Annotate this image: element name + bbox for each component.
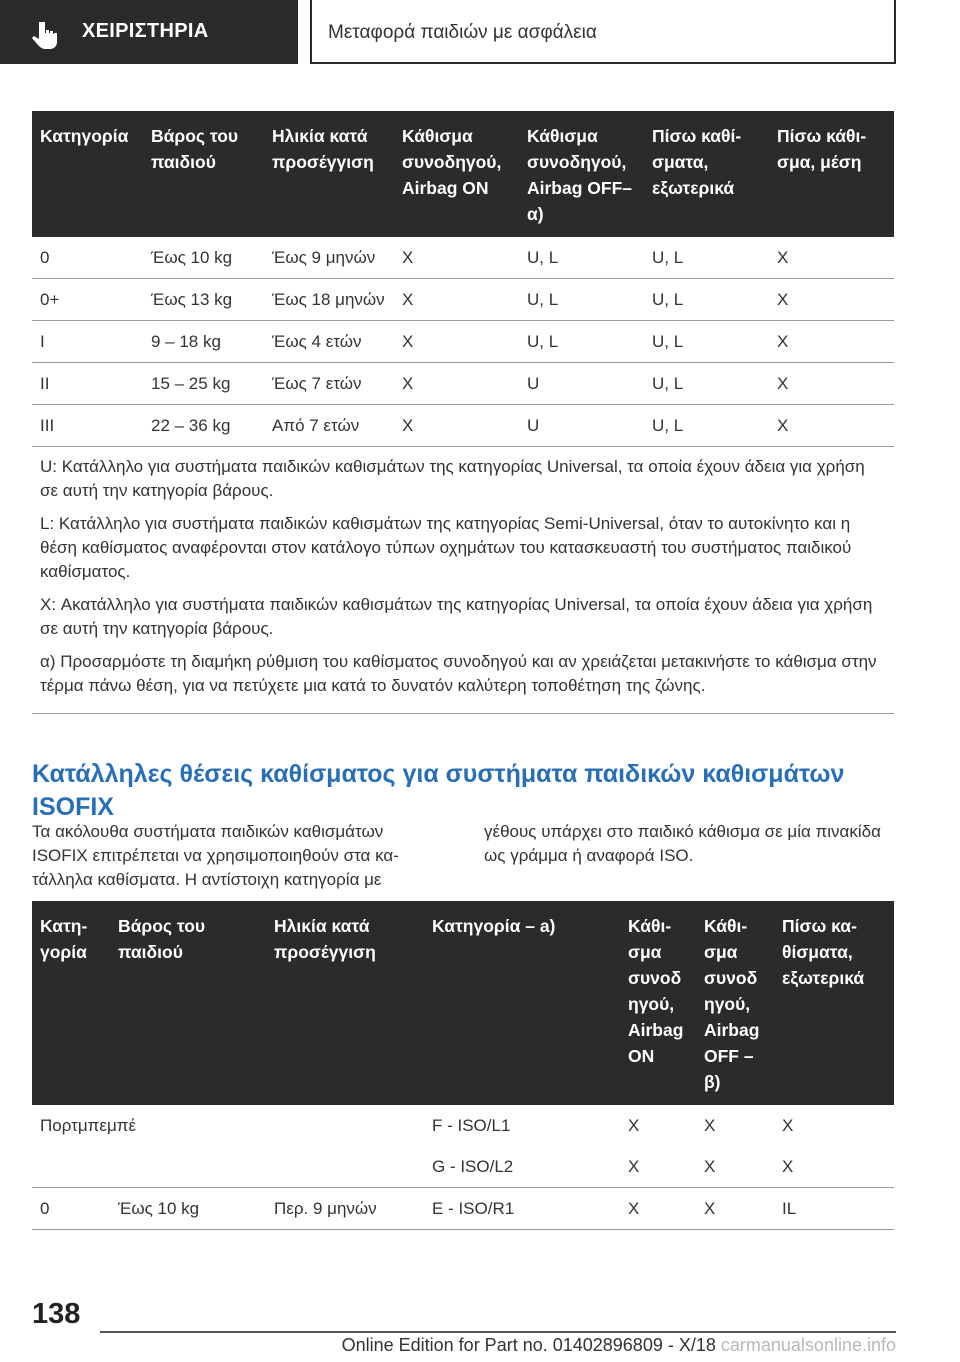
- footer-text: [342, 1335, 896, 1356]
- cell: [32, 1146, 424, 1188]
- header-category: Κατηγορία: [32, 111, 143, 237]
- cell: Έως 9 μηνών: [264, 237, 394, 279]
- cell: U, L: [644, 405, 769, 447]
- header-rear-outer: Πίσω καθίσματα, εξωτερικά: [774, 901, 894, 1105]
- cell: X: [769, 237, 894, 279]
- cell: I: [32, 321, 143, 363]
- table-header-row: [32, 111, 894, 237]
- cell: Έως 18 μηνών: [264, 279, 394, 321]
- cell: 0+: [32, 279, 143, 321]
- cell: Έως 10 kg: [143, 237, 264, 279]
- cell: U: [519, 363, 644, 405]
- header-rear-outer: Πίσω καθίσματα, εξωτερικά: [644, 111, 769, 237]
- edition-text: Online Edition for Part no. 01402896809 - X/18: [341, 1335, 716, 1355]
- section-tab: [0, 0, 298, 64]
- chapter-label: Μεταφορά παιδιών με ασφάλεια: [328, 22, 597, 43]
- cell: X: [782, 1116, 794, 1135]
- header-passenger-airbag-on: Κάθισμα συνοδηγού, Airbag ON: [394, 111, 519, 237]
- table-row: [32, 405, 894, 447]
- cell: Πορτμπεμπέ: [40, 1116, 137, 1135]
- cell: X: [394, 237, 519, 279]
- header-size-class: Κατηγορία – a): [424, 901, 620, 1105]
- cell: X: [620, 1188, 696, 1230]
- table-notes: [32, 447, 894, 714]
- cell: E - ISO/R1: [424, 1188, 620, 1230]
- cell: F - ISO/L1: [432, 1116, 511, 1135]
- cell: X: [394, 405, 519, 447]
- table-row: [32, 321, 894, 363]
- cell: 0: [32, 237, 143, 279]
- body-text-col2: γέθους υπάρχει στο παιδικό κάθισμα σε μία πινακίδα ως γράμμα ή αναφορά ISO.: [484, 822, 881, 865]
- cell: U, L: [644, 237, 769, 279]
- site-watermark: carmanualsonline.info: [720, 1335, 896, 1355]
- table-row: [32, 363, 894, 405]
- cell: 15 – 25 kg: [143, 363, 264, 405]
- table-row: [32, 237, 894, 279]
- cell: X: [394, 321, 519, 363]
- header-passenger-airbag-off: Κάθισμα συνοδηγού, Airbag OFF– α): [519, 111, 644, 237]
- header-passenger-airbag-on: Κάθισμα συνοδ ηγού, Airbag ON: [620, 901, 696, 1105]
- table-row: [32, 1146, 894, 1188]
- cell: III: [32, 405, 143, 447]
- page-number: 138: [32, 1298, 81, 1330]
- cell: X: [628, 1116, 640, 1135]
- cell: X: [769, 363, 894, 405]
- cell: Έως 4 ετών: [264, 321, 394, 363]
- header-weight: Βάρος του παιδιού: [110, 901, 266, 1105]
- header-age: Ηλικία κατά προσέγγιση: [264, 111, 394, 237]
- cell: U: [519, 405, 644, 447]
- table-row: [32, 1188, 894, 1230]
- cell: 22 – 36 kg: [143, 405, 264, 447]
- cell: U, L: [519, 237, 644, 279]
- note-x: X: Ακατάλληλο για συστήματα παιδικών καθισμάτων της κατηγορίας Universal, τα οποία έχουν άδεια για χρήση σε αυτή την κατηγορία βάρους.: [40, 595, 873, 638]
- cell: Από 7 ετών: [264, 405, 394, 447]
- cell: U, L: [644, 363, 769, 405]
- footer-divider: [100, 1331, 896, 1333]
- cell: X: [394, 279, 519, 321]
- header-rear-middle: Πίσω κάθισμα, μέση: [769, 111, 894, 237]
- cell: 0: [32, 1188, 110, 1230]
- cell: 9 – 18 kg: [143, 321, 264, 363]
- cell: X: [769, 279, 894, 321]
- cell: X: [394, 363, 519, 405]
- header-age: Ηλικία κατά προσέγγιση: [266, 901, 424, 1105]
- page-header: [0, 0, 960, 68]
- cell: Έως 7 ετών: [264, 363, 394, 405]
- hand-pointer-icon: [30, 18, 62, 50]
- cell: X: [696, 1188, 774, 1230]
- cell: X: [769, 405, 894, 447]
- cell: U, L: [644, 321, 769, 363]
- table-row: [32, 279, 894, 321]
- cell: IL: [774, 1188, 894, 1230]
- cell: X: [696, 1146, 774, 1188]
- cell: G - ISO/L2: [424, 1146, 620, 1188]
- note-a: α) Προσαρμόστε τη διαμήκη ρύθμιση του καθίσματος συνοδηγού και αν χρειάζεται μετακινήστε το κάθισμα στην τέρμα πάνω θέση, για να πετύχετε μια κατά το δυνατόν καλύτερη τοποθέτηση της ζώνης.: [40, 652, 877, 695]
- cell: X: [769, 321, 894, 363]
- body-text-col1: Τα ακόλουθα συστήματα παιδικών καθισμάτων ISOFIX επιτρέπεται να χρησιμοποιηθούν στα κατάλληλα καθίσματα. Η αντίστοιχη κατηγορία με: [32, 822, 399, 889]
- table-notes-row: [32, 447, 894, 714]
- cell: U, L: [519, 279, 644, 321]
- note-l: L: Κατάλληλο για συστήματα παιδικών καθισμάτων της κατηγορίας Semi-Universal, όταν το αυτοκίνητο και η θέση καθίσματος αναφέρονται στον κατάλογο τύπων οχημάτων του κατασκευαστή του συστήματος παιδικού καθίσματος.: [40, 514, 852, 581]
- cell: Περ. 9 μηνών: [266, 1188, 424, 1230]
- note-u: U: Κατάλληλο για συστήματα παιδικών καθισμάτων της κατηγορίας Universal, τα οποία έχουν άδεια για χρήση σε αυτή την κατηγορία βάρους.: [40, 457, 865, 500]
- cell: Έως 10 kg: [110, 1188, 266, 1230]
- cell: U, L: [519, 321, 644, 363]
- cell: X: [774, 1146, 894, 1188]
- cell: Έως 13 kg: [143, 279, 264, 321]
- header-category: Κατηγορία: [32, 901, 110, 1105]
- chapter-box: [310, 0, 896, 64]
- header-weight: Βάρος του παιδιού: [143, 111, 264, 237]
- section-title: Κατάλληλες θέσεις καθίσματος για συστήματα παιδικών καθισμάτων ISOFIX: [32, 760, 845, 821]
- cell: U, L: [644, 279, 769, 321]
- cell: II: [32, 363, 143, 405]
- isofix-table: [32, 901, 894, 1230]
- child-seat-table: [32, 111, 894, 714]
- table-header-row: [32, 901, 894, 1105]
- header-passenger-airbag-off: Κάθισμα συνοδ ηγού, Airbag OFF – β): [696, 901, 774, 1105]
- cell: X: [620, 1146, 696, 1188]
- cell: X: [704, 1116, 716, 1135]
- table-row: [32, 1105, 894, 1146]
- section-label: ΧΕΙΡΙΣΤΗΡΙΑ: [82, 20, 209, 42]
